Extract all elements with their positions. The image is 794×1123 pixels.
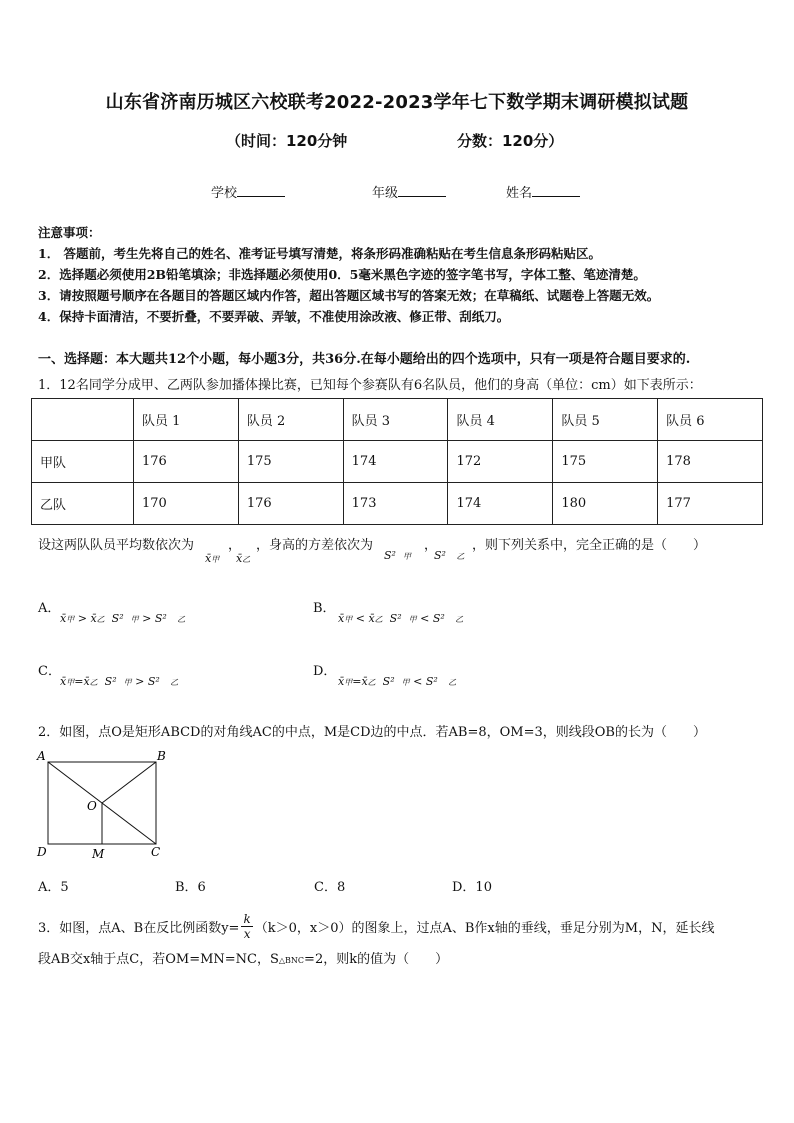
mean-jia-symbol: x̄甲 [205,552,220,565]
grade-blank[interactable] [398,184,446,197]
option-a[interactable]: A． [38,601,61,616]
exam-time: （时间：120分钟 [226,132,348,150]
q2-option-b[interactable]: B．6 [175,880,206,895]
note-item: 4．保持卡面清洁，不要折叠，不要弄破、弄皱，不准使用涂改液、修正带、刮纸刀。 [38,309,510,324]
table-header: 队员 4 [448,399,553,441]
table-header: 队员 2 [238,399,343,441]
note-item: 3．请按照题号顺序在各题目的答题区域内作答，超出答题区域书写的答案无效；在草稿纸、试题卷上答题无效。 [38,288,660,303]
school-field[interactable] [211,182,285,201]
label-a: A [37,749,46,763]
notes-heading: 注意事项： [38,225,101,240]
q2-option-c[interactable]: C．8 [314,880,346,895]
var-yi-symbol: S² 乙 [434,549,465,562]
table-header: 队员 1 [134,399,239,441]
q1-sep: ， [228,538,242,553]
notes-block [38,222,659,327]
q1-followup-a: 设这两队队员平均数依次为 [38,538,195,553]
name-blank[interactable] [532,184,580,197]
table-cell: 176 [238,483,343,525]
table-cell: 170 [134,483,239,525]
rectangle-figure [34,748,174,862]
option-c-formula: x̄甲=x̄乙 S² 甲 > S² 乙 [60,675,179,688]
q1-followup-c: ，则下列关系中，完全正确的是（ ） [472,538,707,553]
table-header-row [32,399,763,441]
table-cell: 174 [448,483,553,525]
q2-option-d[interactable]: D．10 [452,880,492,895]
segment-ob [102,762,156,803]
table-row [32,483,763,525]
q2-option-a[interactable]: A．5 [38,880,69,895]
school-blank[interactable] [237,184,285,197]
q2-stem: 2．如图，点O是矩形ABCD的对角线AC的中点，M是CD边的中点．若AB=8，OM=3，则线段OB的长为（ ） [38,725,706,740]
table-header: 队员 5 [553,399,658,441]
name-label: 姓名 [506,186,533,201]
school-label: 学校 [211,186,238,201]
table-cell: 180 [553,483,658,525]
note-item: 1． 答题前，考生先将自己的姓名、准考证号填写清楚，将条形码准确粘贴在考生信息条形码粘贴区。 [38,246,602,261]
option-b-formula: x̄甲 < x̄乙 S² 甲 < S² 乙 [338,612,464,625]
q3-text-4: =2，则k的值为（ ） [304,952,449,967]
table-cell: 178 [658,441,763,483]
exam-score: 分数：120分） [457,132,564,150]
table-cell: 176 [134,441,239,483]
q1-followup-b: ，身高的方差依次为 [256,538,374,553]
section-heading: 一、选择题：本大题共12个小题，每小题3分，共36分.在每小题给出的四个选项中，只有一项是符合题目要求的. [38,352,691,367]
table-cell: 175 [553,441,658,483]
label-c: C [151,845,161,859]
note-item: 2．选择题必须使用2B铅笔填涂；非选择题必须使用0．5毫米黑色字迹的签字笔书写，字体工整、笔迹清楚。 [38,267,646,282]
table-cell: 172 [448,441,553,483]
mean-yi-symbol: x̄乙 [236,552,251,565]
grade-field[interactable] [372,182,446,201]
table-cell: 甲队 [32,441,134,483]
table-cell: 177 [658,483,763,525]
q1-sep: ， [424,538,438,553]
q3-line1 [38,912,714,941]
q1-stem: 1．12名同学分成甲、乙两队参加播体操比赛，已知每个参赛队有6名队员，他们的身高（单位：cm）如下表所示： [38,378,702,393]
table-header: 队员 3 [343,399,448,441]
option-a-formula: x̄甲 > x̄乙 S² 甲 > S² 乙 [60,612,186,625]
table-header: 队员 6 [658,399,763,441]
table-cell: 175 [238,441,343,483]
var-jia-symbol: S² 甲 [384,549,411,562]
table-cell: 173 [343,483,448,525]
option-b[interactable]: B． [313,601,336,616]
name-field[interactable] [506,182,580,201]
q3-text-2: （k＞0，x＞0）的图象上，过点A、B作x轴的垂线，垂足分别为M，N，延长线 [254,921,715,936]
option-d-formula: x̄甲=x̄乙 S² 甲 < S² 乙 [338,675,457,688]
table-cell: 174 [343,441,448,483]
table-cell: 乙队 [32,483,134,525]
q3-line2 [38,948,448,967]
label-o: O [87,799,97,813]
q3-text-3: 段AB交x轴于点C，若OM=MN=NC，S [38,952,279,967]
table-row [32,441,763,483]
table-cell [32,399,134,441]
label-m: M [92,847,105,861]
q3-area-sub: △BNC [278,956,305,965]
fraction-denominator: x [243,927,251,941]
option-c[interactable]: C． [38,664,61,679]
option-d[interactable]: D． [313,664,337,679]
grade-label: 年级 [372,186,399,201]
fraction-numerator: k [243,912,251,926]
label-b: B [157,749,166,763]
label-d: D [37,845,47,859]
fraction-k-over-x [241,912,252,941]
page-title: 山东省济南历城区六校联考2022-2023学年七下数学期末调研模拟试题 [105,92,689,113]
q3-text-1: 3．如图，点A、B在反比例函数y= [38,921,240,936]
height-table [31,398,763,525]
